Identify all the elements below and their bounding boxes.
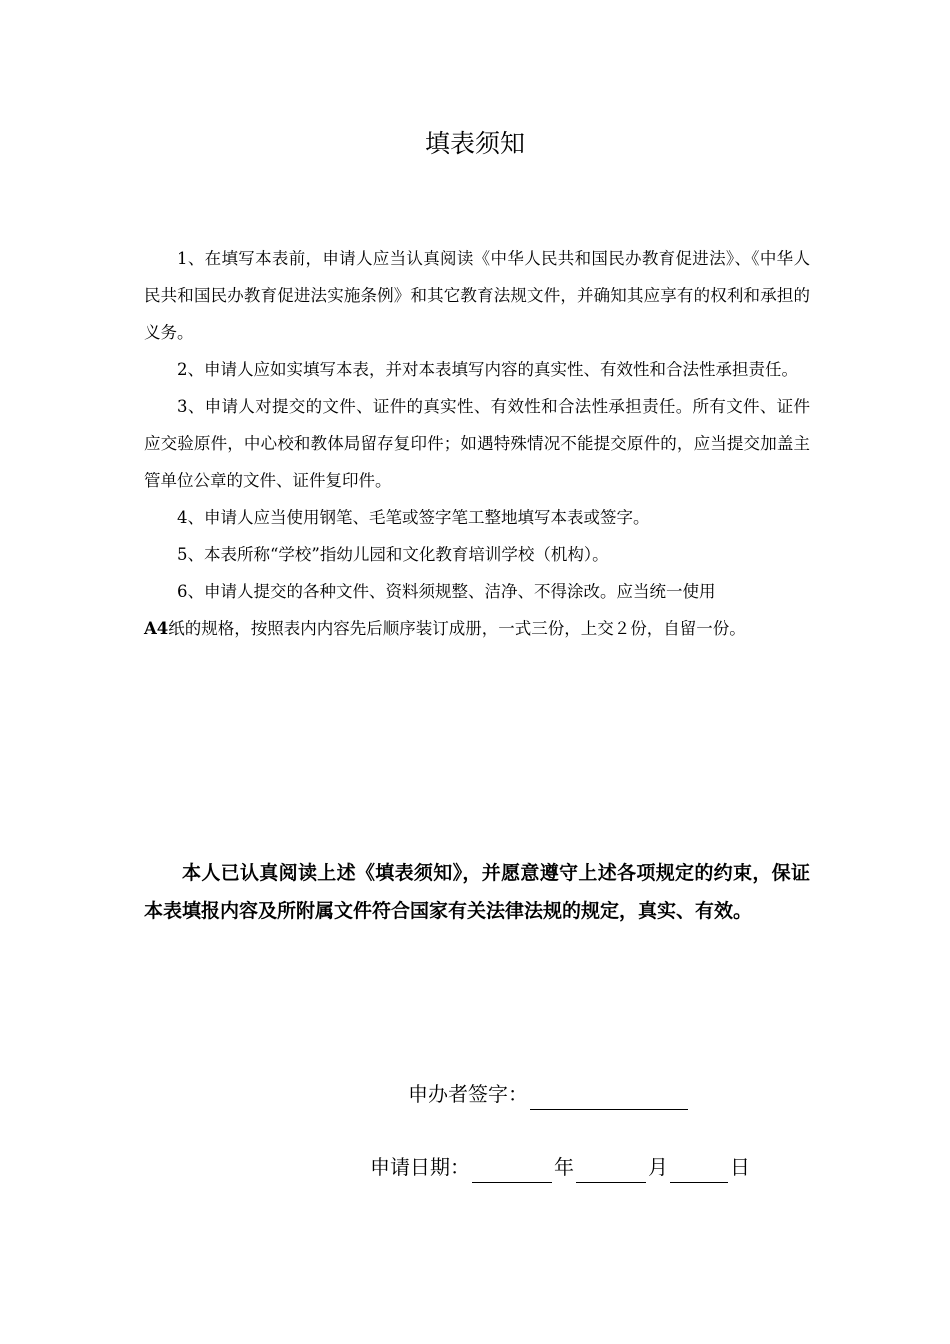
day-label: 日	[730, 1155, 750, 1179]
month-blank[interactable]	[576, 1154, 646, 1183]
year-blank[interactable]	[472, 1154, 552, 1183]
note-item-4: 4、申请人应当使用钢笔、毛笔或签字笔工整地填写本表或签字。	[177, 508, 650, 527]
date-row	[370, 1151, 750, 1183]
note-item-1: 1、在填写本表前，申请人应当认真阅读《中华人民共和国民办教育促进法》、《中华人民共和国民办教育促进法实施条例》和其它教育法规文件，并确知其应享有的权利和承担的义务。	[144, 249, 810, 342]
note-item-3: 3、申请人对提交的文件、证件的真实性、有效性和合法性承担责任。所有文件、证件应交验原件，中心校和教体局留存复印件；如遇特殊情况不能提交原件的，应当提交加盖主管单位公章的文件、证件复印件。	[144, 397, 810, 490]
signature-blank[interactable]	[530, 1081, 688, 1110]
note-6-text-start: 6、申请人提交的各种文件、资料须规整、洁净、不得涂改。应当统一使用	[177, 582, 716, 601]
note-6-paper-size: A4	[144, 619, 169, 638]
declaration: 本人已认真阅读上述《填表须知》，并愿意遵守上述各项规定的约束，保证本表填报内容及所附属文件符合国家有关法律法规的规定，真实、有效。	[144, 862, 810, 922]
note-item-6	[144, 573, 810, 647]
note-item-2: 2、申请人应如实填写本表，并对本表填写内容的真实性、有效性和合法性承担责任。	[177, 360, 798, 379]
year-label: 年	[554, 1155, 574, 1179]
date-label: 申请日期：	[370, 1155, 470, 1179]
notes-section	[144, 240, 810, 647]
note-item-5: 5、本表所称“学校”指幼儿园和文化教育培训学校（机构）。	[177, 545, 609, 564]
note-6-text-end: 纸的规格，按照表内内容先后顺序装订成册，一式三份，上交２份，自留一份。	[168, 619, 746, 638]
signer-label: 申办者签字：	[408, 1082, 528, 1106]
signer-row	[408, 1078, 690, 1110]
day-blank[interactable]	[670, 1154, 728, 1183]
month-label: 月	[648, 1155, 668, 1179]
page-title: 填表须知	[424, 129, 525, 158]
